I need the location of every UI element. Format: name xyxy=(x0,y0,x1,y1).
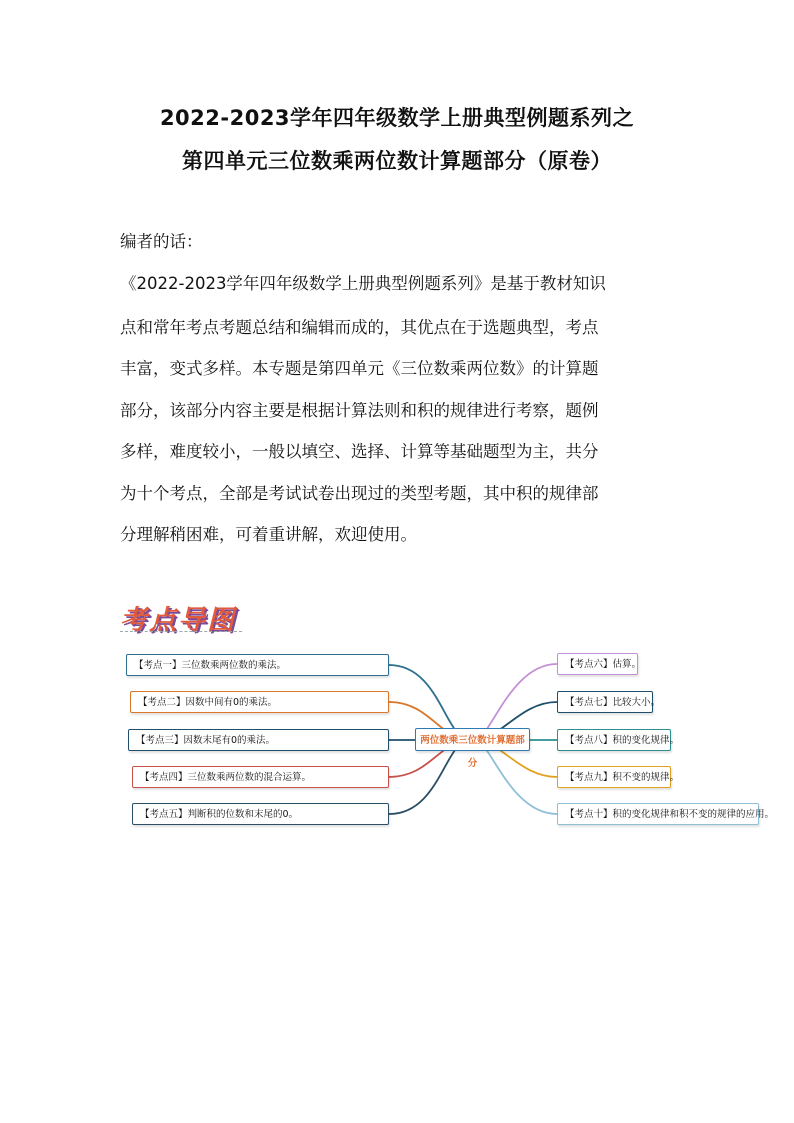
intro-line: 《2022-2023学年四年级数学上册典型例题系列》是基于教材知识 xyxy=(120,274,606,293)
intro-line: 点和常年考点考题总结和编辑而成的，其优点在于选题典型，考点 xyxy=(120,318,599,337)
intro-label: 编者的话： xyxy=(120,232,203,251)
mindmap-node-kaodian-5: 【考点五】判断积的位数和末尾的0。 xyxy=(132,803,389,825)
mindmap-node-kaodian-8: 【考点八】积的变化规律。 xyxy=(557,729,671,751)
intro-line: 丰富，变式多样。本专题是第四单元《三位数乘两位数》的计算题 xyxy=(120,359,599,378)
mindmap-node-kaodian-3: 【考点三】因数末尾有0的乘法。 xyxy=(128,729,389,751)
mindmap-node-kaodian-7: 【考点七】比较大小。 xyxy=(557,691,653,713)
document-title-line2: 第四单元三位数乘两位数计算题部分（原卷） xyxy=(182,149,612,173)
document-title-line1: 2022-2023学年四年级数学上册典型例题系列之 xyxy=(159,106,635,130)
mindmap-center-node: 两位数乘三位数计算题部分 xyxy=(415,728,530,751)
mindmap-node-kaodian-4: 【考点四】三位数乘两位数的混合运算。 xyxy=(132,766,389,788)
intro-line: 分理解稍困难，可着重讲解，欢迎使用。 xyxy=(120,525,417,544)
intro-line: 多样，难度较小，一般以填空、选择、计算等基础题型为主，共分 xyxy=(120,442,599,461)
mindmap-node-kaodian-2: 【考点二】因数中间有0的乘法。 xyxy=(130,691,389,713)
intro-line: 部分，该部分内容主要是根据计算法则和积的规律进行考察，题例 xyxy=(120,401,599,420)
mindmap-node-kaodian-1: 【考点一】三位数乘两位数的乘法。 xyxy=(126,654,389,676)
mindmap-node-kaodian-9: 【考点九】积不变的规律。 xyxy=(557,766,671,788)
mindmap-node-kaodian-10: 【考点十】积的变化规律和积不变的规律的应用。 xyxy=(557,803,759,825)
section-heading-mindmap: 考点导图 xyxy=(120,605,236,636)
mindmap-node-kaodian-6: 【考点六】估算。 xyxy=(557,653,638,675)
intro-line: 为十个考点，全部是考试试卷出现过的类型考题，其中积的规律部 xyxy=(120,484,599,503)
